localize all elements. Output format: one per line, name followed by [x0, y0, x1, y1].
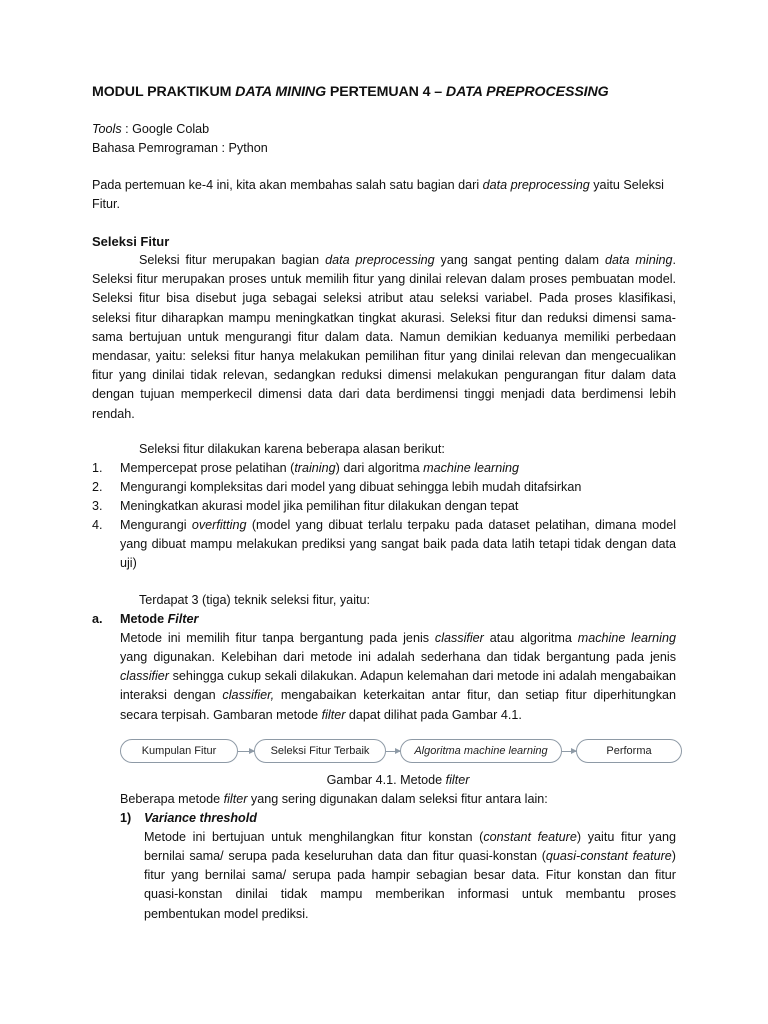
section-heading: Seleksi Fitur [92, 234, 170, 249]
flow-box-seleksi-fitur: Seleksi Fitur Terbaik [254, 739, 386, 763]
filter-method-body [92, 629, 676, 790]
methods-lead: Beberapa metode filter yang sering digunakan dalam seleksi fitur antara lain: [120, 791, 548, 806]
reasons-list [92, 459, 676, 573]
flow-arrow [562, 751, 576, 752]
list-item: 2. Mengurangi kompleksitas dari model yang dibuat sehingga lebih mudah ditafsirkan [92, 479, 582, 494]
section-paragraph: Seleksi fitur merupakan bagian data preprocessing yang sangat penting dalam data mining. Seleksi fitur merupakan proses untuk memilih fitur yang dinilai relevan dalam proses pembuatan model. Seleksi fitur bisa disebut juga sebagai seleksi atribut atau seleksi variabel. Pada proses klasifikasi, seleksi fitur diharapkan mampu meningkatkan tingkat akurasi. Seleksi fitur dan reduksi dimensi sama-sama bertujuan untuk mengurangi fitur dalam data. Namun demikian keduanya memiliki perbedaan mendasar, yaitu: seleksi fitur hanya melakukan pemilihan fitur yang dinilai relevan dan mengecualikan fitur yang dinilai tidak relevan, sedangkan reduksi dimensi melakukan pengurangan fitur dalam data dengan tujuan memperkecil dimensi data dari data berdimensi tinggi menjadi data berdimensi lebih rendah. [92, 253, 677, 421]
intro-paragraph: Pada pertemuan ke-4 ini, kita akan membahas salah satu bagian dari data preprocessing yaitu Seleksi Fitur. [92, 178, 664, 211]
variance-threshold-body [92, 828, 676, 924]
flow-arrow [238, 751, 254, 752]
filter-method-heading: a. Metode Filter [92, 611, 199, 626]
variance-threshold-heading: 1) Variance threshold [120, 810, 257, 825]
list-item: 1. Mempercepat prose pelatihan (training) dari algoritma machine learning [92, 460, 520, 475]
variance-threshold-paragraph: Metode ini bertujuan untuk menghilangkan fitur konstan (constant feature) yaitu fitur yang bernilai sama/ serupa pada keseluruhan data dan fitur quasi-konstan (quasi-constant feature) fitur yang bernilai sama/ serupa pada hampir sebagian besar data. Fitur konstan dan fitur quasi-konstan dinilai tidak mampu memberikan informasi untuk membantu proses pembentukan model prediksi. [144, 829, 676, 921]
list-item: 4. Mengurangi overfitting (model yang dibuat terlalu terpaku pada dataset pelatihan, dimana model yang dibuat mampu melakukan prediksi yang sangat baik pada data latih tetapi tidak dengan data uji) [92, 517, 676, 570]
techniques-lead: Terdapat 3 (tiga) teknik seleksi fitur, yaitu: [139, 592, 370, 607]
flow-box-performa: Performa [576, 739, 682, 763]
flow-arrow [386, 751, 400, 752]
figure-caption: Gambar 4.1. Metode filter [326, 772, 470, 787]
filter-paragraph: Metode ini memilih fitur tanpa bergantung pada jenis classifier atau algoritma machine learning yang digunakan. Kelebihan dari metode ini adalah sederhana dan tidak bergantung pada jenis classifier sehingga cukup sekali dilakukan. Adapun kelemahan dari metode ini adalah mengabaikan interaksi dengan classifier, mengabaikan keterkaitan antar fitur, dan setiap fitur diperhitungkan secara terpisah. Gambaran metode filter dapat dilihat pada Gambar 4.1. [120, 630, 676, 722]
flow-box-kumpulan-fitur: Kumpulan Fitur [120, 739, 238, 763]
flow-box-algoritma: Algoritma machine learning [400, 739, 562, 763]
document-title: MODUL PRAKTIKUM DATA MINING PERTEMUAN 4 – DATA PREPROCESSING [92, 84, 609, 100]
reasons-lead: Seleksi fitur dilakukan karena beberapa alasan berikut: [139, 441, 445, 456]
list-item: 3. Meningkatkan akurasi model jika pemilihan fitur dilakukan dengan tepat [92, 498, 519, 513]
tools-line: Tools : Google Colab [92, 122, 210, 136]
language-line: Bahasa Pemrograman : Python [92, 141, 268, 155]
filter-flow-diagram [120, 739, 676, 769]
